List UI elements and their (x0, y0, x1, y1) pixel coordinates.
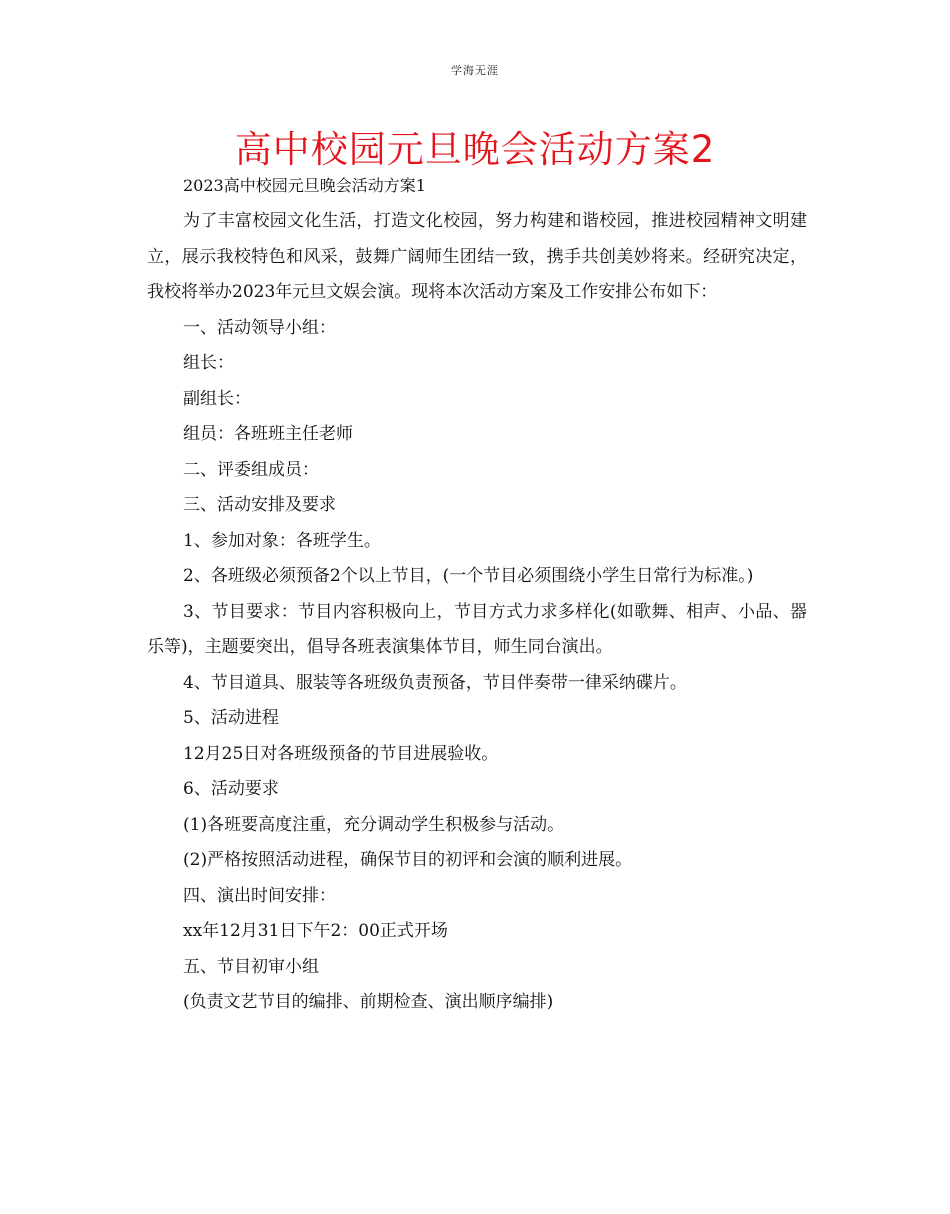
paragraph: 二、评委组成员： (183, 459, 319, 480)
page-header: 学海无涯 (451, 64, 499, 77)
paragraph: 3、节目要求：节目内容积极向上，节目方式力求多样化(如歌舞、相声、小品、器乐等)，主题要突出，倡导各班表演集体节目，师生同台演出。 (147, 601, 807, 657)
paragraph: (2)严格按照活动进程，确保节目的初评和会演的顺利进展。 (183, 850, 633, 870)
document-body (147, 204, 807, 1021)
paragraph: 12月25日对各班级预备的节目进展验收。 (183, 743, 499, 764)
paragraph: 五、节目初审小组 (183, 956, 319, 977)
document-title: 高中校园元旦晚会活动方案2 (234, 128, 716, 171)
paragraph: 一、活动领导小组： (183, 317, 336, 338)
paragraph: 1、参加对象：各班学生。 (183, 530, 381, 551)
paragraph: (1)各班要高度注重，充分调动学生积极参与活动。 (183, 814, 565, 835)
paragraph: 6、活动要求 (183, 779, 279, 799)
paragraph: 副组长： (183, 388, 251, 409)
paragraph: (负责文艺节目的编排、前期检查、演出顺序编排) (183, 992, 554, 1012)
document-subtitle: 2023高中校园元旦晚会活动方案1 (183, 176, 426, 195)
paragraph: 为了丰富校园文化生活，打造文化校园，努力构建和谐校园，推进校园精神文明建立，展示我校特色和风采，鼓舞广阔师生团结一致，携手共创美妙将来。经研究决定，我校将举办2023年元旦文娱会演。现将本次活动方案及工作安排公布如下： (147, 211, 807, 302)
paragraph: 组长： (183, 353, 234, 373)
paragraph: 四、演出时间安排： (183, 885, 336, 906)
paragraph: 5、活动进程 (183, 708, 279, 728)
paragraph: 三、活动安排及要求 (183, 495, 336, 515)
paragraph: 4、节目道具、服装等各班级负责预备，节目伴奏带一律采纳碟片。 (183, 672, 687, 693)
paragraph: 组员：各班班主任老师 (183, 424, 353, 444)
paragraph: 2、各班级必须预备2个以上节目，(一个节目必须围绕小学生日常行为标准。) (183, 566, 754, 586)
paragraph: xx年12月31日下午2：00正式开场 (183, 921, 448, 941)
